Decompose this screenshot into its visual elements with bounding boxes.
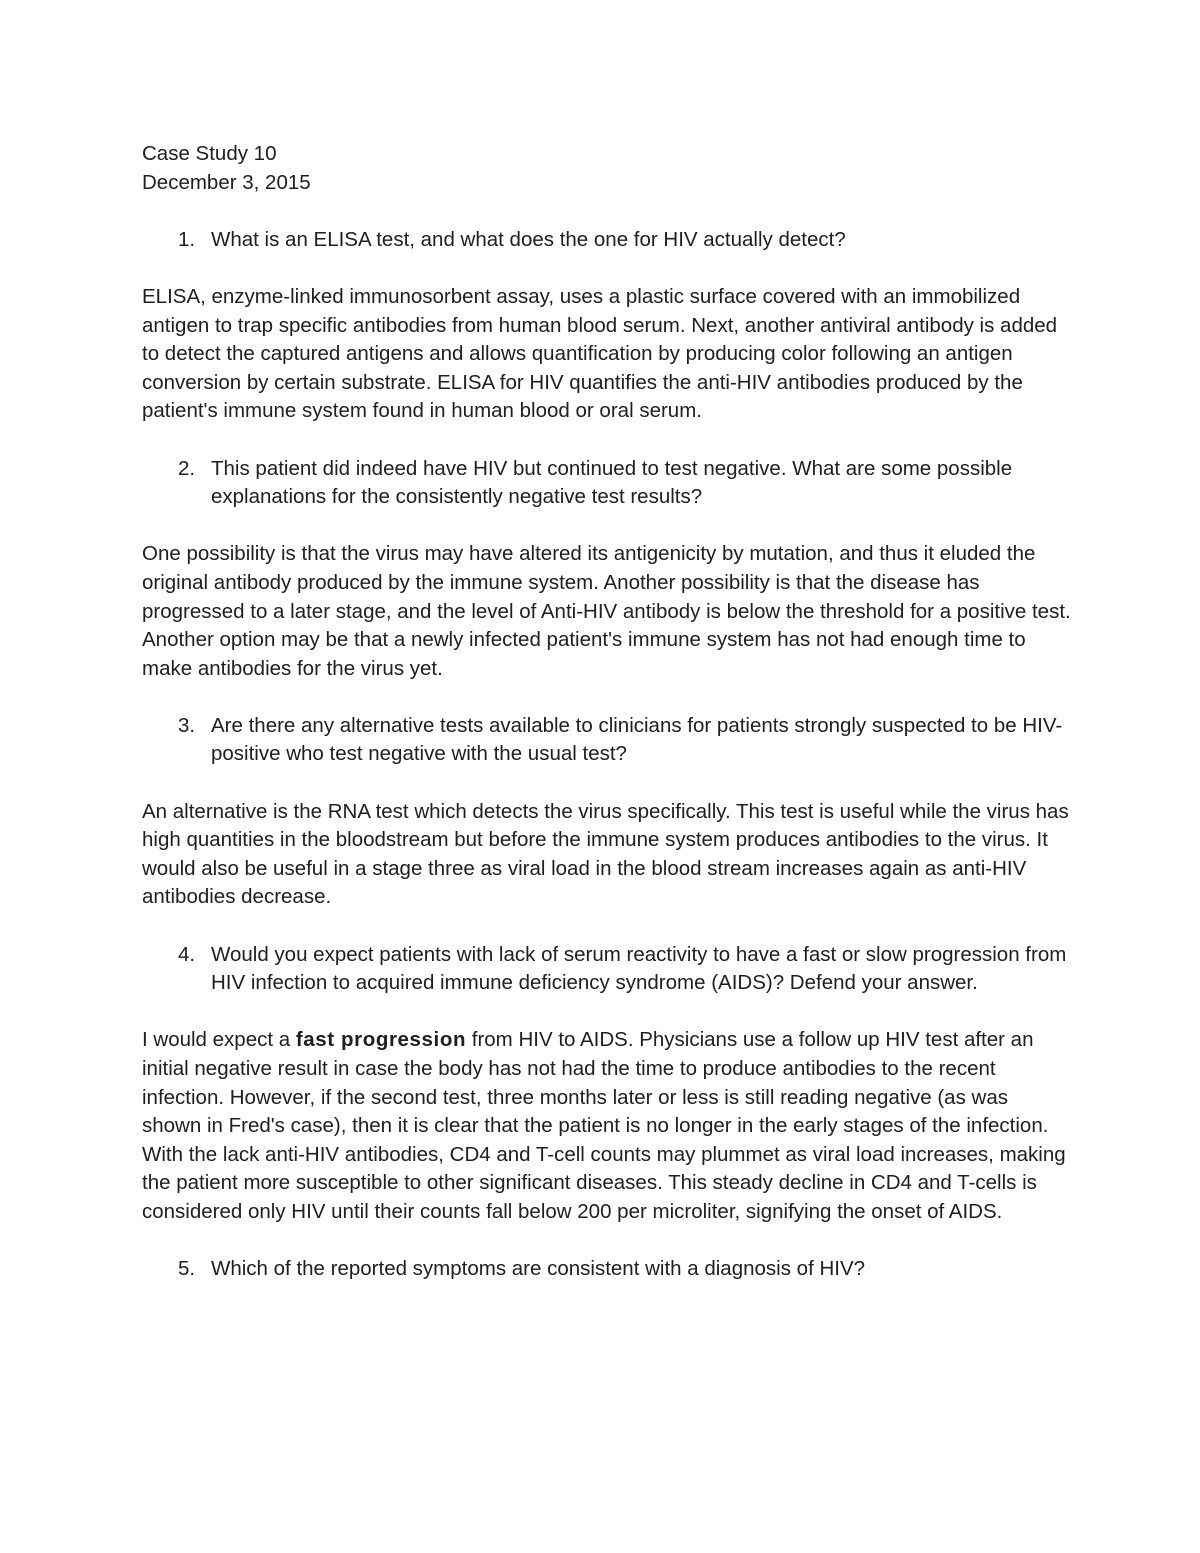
answer-2: One possibility is that the virus may have altered its antigenicity by mutation, and thus it eluded the original antibody produced by the immune system. Another possibility is that the disease has progressed to a later stage, and the level of Anti-HIV antibody is below the threshold for a positive test. Another option may be that a newly infected patient's immune system has not had enough time to make antibodies for the virus yet.: [142, 542, 1071, 680]
question-3: [142, 712, 1072, 769]
question-text: Would you expect patients with lack of serum reactivity to have a fast or slow progression from HIV infection to acquired immune deficiency syndrome (AIDS)? Defend your answer.: [211, 942, 1067, 995]
question-text: This patient did indeed have HIV but continued to test negative. What are some possible explanations for the consistently negative test results?: [211, 456, 1013, 509]
question-text: Are there any alternative tests available to clinicians for patients strongly suspected to be HIV-positive who test negative with the usual test?: [211, 713, 1063, 766]
document-date: December 3, 2015: [142, 170, 311, 194]
question-number: 3.: [178, 713, 196, 737]
answer-4-bold: fast progression: [295, 1028, 467, 1052]
question-number: 4.: [178, 942, 196, 966]
answer-4: [142, 1026, 1072, 1226]
answer-1: ELISA, enzyme-linked immunosorbent assay, uses a plastic surface covered with an immobilized antigen to trap specific antibodies from human blood serum. Next, another antiviral antibody is added to detect the captured antigens and allows quantification by producing color following an antigen conversion by certain substrate. ELISA for HIV quantifies the anti-HIV antibodies produced by the patient's immune system found in human blood or oral serum.: [142, 284, 1058, 423]
question-4: [142, 941, 1072, 998]
question-text: What is an ELISA test, and what does the one for HIV actually detect?: [211, 227, 846, 251]
question-5: [142, 1255, 1072, 1284]
question-number: 5.: [178, 1257, 196, 1281]
question-1: [142, 226, 1072, 255]
question-number: 1.: [178, 227, 196, 251]
answer-4-rest: from HIV to AIDS. Physicians use a follow up HIV test after an initial negative result in case the body has not had the time to produce antibodies to the recent infection. However, if the second test, three months later or less is still reading negative (as was shown in Fred's case), then it is clear that the patient is no longer in the early stages of the infection. With the lack anti-HIV antibodies, CD4 and T-cell counts may plummet as viral load increases, making the patient more susceptible to other significant diseases. This steady decline in CD4 and T-cells is considered only HIV until their counts fall below 200 per microliter, signifying the onset of AIDS.: [142, 1028, 1066, 1223]
document-body: [142, 140, 1072, 1312]
answer-3: An alternative is the RNA test which detects the virus specifically. This test is useful while the virus has high quantities in the bloodstream but before the immune system produces antibodies to the virus. It would also be useful in a stage three as viral load in the blood stream increases again as anti-HIV antibodies decrease.: [142, 799, 1069, 909]
document-title: Case Study 10: [142, 142, 277, 165]
question-number: 2.: [178, 456, 196, 480]
question-text: Which of the reported symptoms are consistent with a diagnosis of HIV?: [211, 1257, 866, 1281]
answer-4-prefix: I would expect a: [142, 1028, 296, 1052]
question-2: [142, 455, 1072, 512]
